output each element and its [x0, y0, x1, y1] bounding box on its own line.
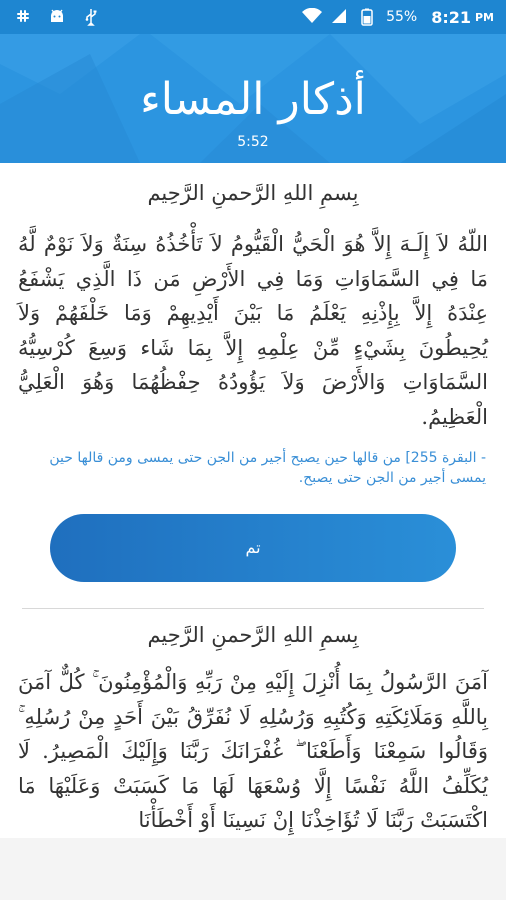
- status-bar: [0, 0, 506, 34]
- content-scroll[interactable]: [0, 163, 506, 900]
- dhikr-card: [0, 163, 506, 609]
- dhikr-card: [0, 609, 506, 838]
- usb-icon: [82, 8, 100, 26]
- page-title: أذكار المساء: [140, 74, 366, 125]
- battery-percent: 55%: [386, 9, 418, 25]
- done-button[interactable]: تم: [50, 514, 456, 582]
- cellular-signal-icon: [330, 8, 348, 26]
- clock-time: 8:21: [431, 7, 471, 27]
- dhikr-reference: - البقرة 255] من قالها حين يصبح أجير من الجن حتى يمسى ومن قالها حين يمسى أجير من الجن حتى يصبح.: [49, 450, 486, 486]
- clock-suffix: PM: [474, 10, 494, 24]
- dhikr-text: آمَنَ الرَّسُولُ بِمَا أُنْزِلَ إِلَيْهِ مِنْ رَبِّهِ وَالْمُؤْمِنُونَ ۚ كُلٌّ آمَنَ بِاللَّهِ وَمَلَائِكَتِهِ وَكُتُبِهِ وَرُسُلِهِ لَا نُفَرِّقُ بَيْنَ أَحَدٍ مِنْ رُسُلِهِ ۚ وَقَالُوا سَمِعْنَا وَأَطَعْنَا ۖ غُفْرَانَكَ رَبَّنَا وَإِلَيْكَ الْمَصِيرُ. لَا يُكَلِّفُ اللَّهُ نَفْسًا إِلَّا وُسْعَهَا لَهَا مَا كَسَبَتْ وَعَلَيْهَا مَا اكْتَسَبَتْ رَبَّنَا لَا تُؤَاخِذْنَا إِنْ نَسِينَا أَوْ أَخْطَأْنَا: [18, 670, 488, 832]
- dhikr-text: اللّهُ لاَ إِلَـهَ إِلاَّ هُوَ الْحَيُّ الْقَيُّومُ لاَ تَأْخُذُهُ سِنَةٌ وَلاَ نَوْمٌ لَّهُ مَا فِي السَّمَاوَاتِ وَمَا فِي الأَرْضِ مَن ذَا الَّذِي يَشْفَعُ عِنْدَهُ إِلاَّ بِإِذْنِهِ يَعْلَمُ مَا بَيْنَ أَيْدِيهِمْ وَمَا خَلْفَهُمْ وَلاَ يُحِيطُونَ بِشَيْءٍ مِّنْ عِلْمِهِ إِلاَّ بِمَا شَاء وَسِعَ كُرْسِيُّهُ السَّمَاوَاتِ وَالأَرْضَ وَلاَ يَؤُودُهُ حِفْظُهُمَا وَهُوَ الْعَلِيُّ الْعَظِيمُ.: [18, 232, 488, 429]
- battery-icon: [358, 8, 376, 26]
- slack-icon: [14, 8, 32, 26]
- basmala: بِسمِ اللهِ الرَّحمنِ الرَّحِيم: [147, 623, 359, 647]
- wifi-icon: [302, 8, 320, 26]
- timer: 5:52: [237, 134, 269, 150]
- header: [0, 34, 506, 163]
- basmala: بِسمِ اللهِ الرَّحمنِ الرَّحِيم: [147, 181, 359, 205]
- android-icon: [48, 8, 66, 26]
